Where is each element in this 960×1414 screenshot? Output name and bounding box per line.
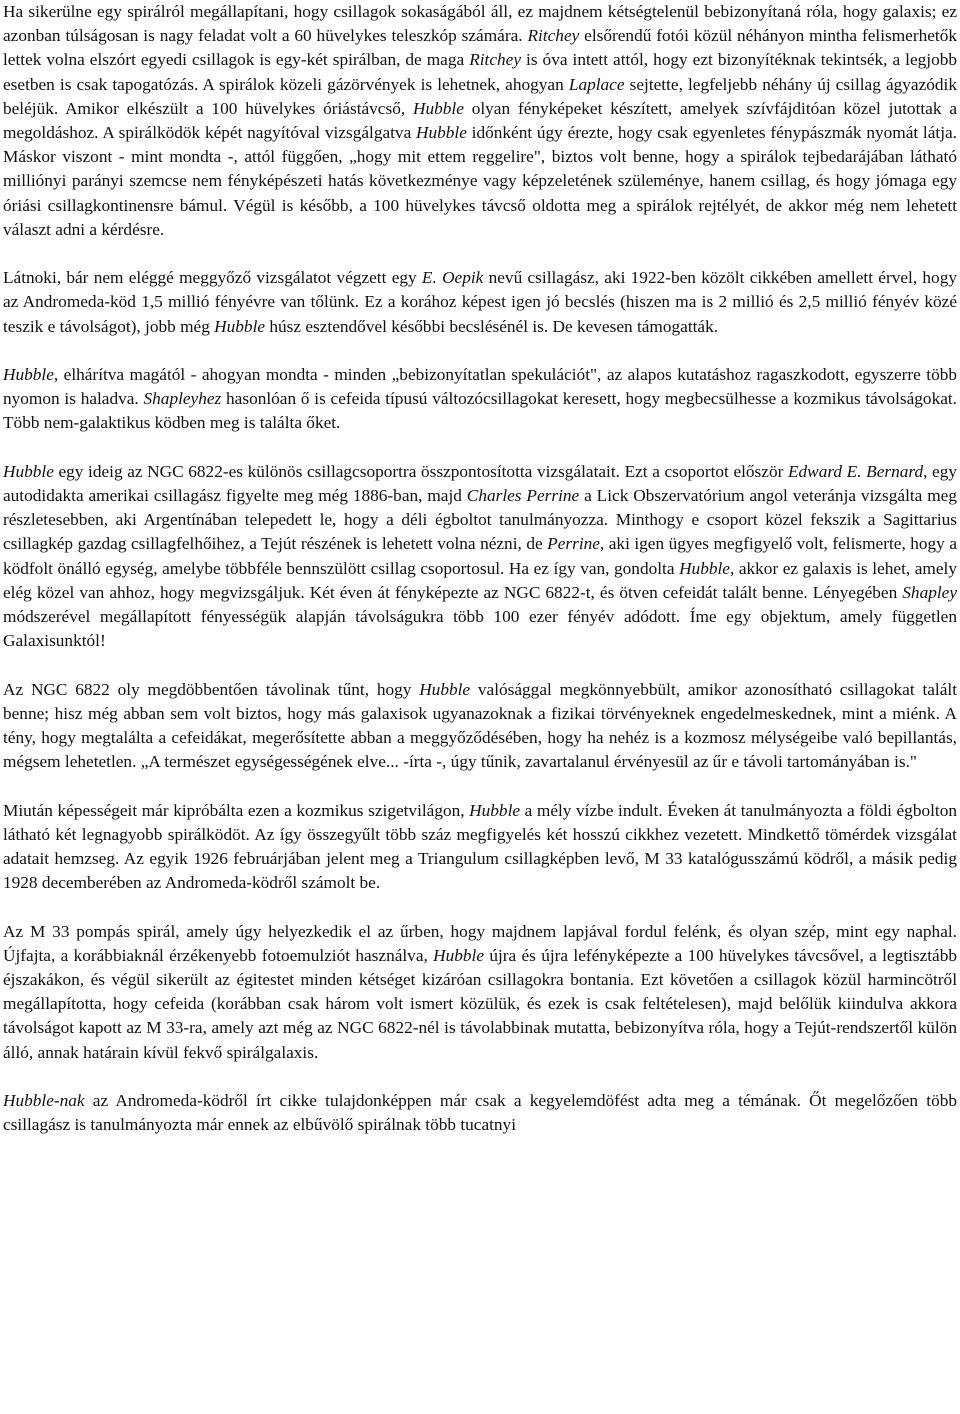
text-segment: olyan fényképeket készített, amelyek szívfájditóan közel jutottak a megoldáshoz. A spirálködök képét nagyítóval vizsgálgatva bbox=[3, 98, 957, 143]
text-segment: az Andromeda-ködről írt cikke tulajdonképpen már csak a kegyelemdöfést adta meg a témának. Őt megelőzően több csillagász is tanulmányozta már ennek az elbűvölő spirálnak több tucatnyi bbox=[3, 1091, 957, 1135]
text-segment: valósággal megkönnyebbült, amikor azonosítható csillagokat talált benne; hisz még abban sem volt biztos, hogy más galaxisok ugyanazoknak a fizikai törvényeknek engedelmeskednek, mint a miénk. A tény, hogy megtalálta a cefeidákat, megerősítette abban a meggyőződésében, hogy ha nehéz is a kozmosz mélységeibe való bepillantás, mégsem lehetetlen. „A természet egységességének elve... -írta -, úgy tűnik, zavartalanul érvényesül az űr e távoli tartományában is." bbox=[3, 679, 957, 772]
text-segment: egy ideig az NGC 6822-es különös csillagcsoportra összpontosította vizsgálatait. Ezt a csoportot először bbox=[53, 461, 788, 481]
text-segment: elsőrendű fotói közül néhányon mintha felismerhetők lettek volna elszórt egyedi csillagok is egy-két spirálban, de maga bbox=[3, 26, 957, 70]
text-segment: a mély vízbe indult. Éveken át tanulmányozta a földi égbolton látható két legnagyobb spirálködöt. Az így összegyűlt több száz megfigyelés két hosszú cikkhez vezetett. Mindkettő tömérdek vizsgálat adatait hemzseg. Az egyik 1926 februárjában jelent meg a Triangulum csillagképben levő, M 33 katalógusszámú ködről, a másik pedig 1928 decemberében az Andromeda-ködről számolt be. bbox=[3, 800, 957, 893]
italic-text-segment: Hubble bbox=[413, 98, 464, 118]
text-segment: időnként úgy érezte, hogy csak egyenletes fénypászmák nyomát látja. Máskor viszont - mint mondta -, attól függően, „hogy mit ettem reggelire", biztos volt benne, hogy a spirálok tejbedarájában látható milliónyi parányi szemcse nem fényképészeti hatás következménye vagy képzeletének szüleménye, hanem csillag, és hogy jómaga egy óriási csillagkontinensre bámul. Végül is később, a 100 hüvelykes távcső oldotta meg a spirálok rejtélyét, de akkor még nem lehetett választ adni a kérdésre. bbox=[3, 123, 957, 239]
italic-text-segment: Hubble bbox=[433, 945, 485, 965]
italic-text-segment: Hubble bbox=[3, 461, 54, 481]
paragraph bbox=[3, 1089, 957, 1137]
text-segment: aki igen ügyes megfigyelő volt, felismerte, hogy a ködfolt önálló egység, amelybe többféle bennszülött csillag csoportosul. Ha ez így van, gondolta bbox=[3, 534, 957, 578]
text-segment: Miután képességeit már kipróbálta ezen a kozmikus szigetvilágon, bbox=[3, 800, 470, 820]
italic-text-segment: Hubble, bbox=[679, 558, 735, 578]
italic-text-segment: Ritchey bbox=[469, 50, 521, 70]
text-segment: nevű csillagász, aki 1922-ben közölt cikkében amellett érvel, hogy az Andromeda-köd 1,5 millió fényévre van tőlünk. Ez a korához képest igen jó becslés (hiszen ma is 2 millió és 2,5 millió fényév közé teszik e távolságot), jobb még bbox=[3, 268, 957, 336]
text-segment: Ha sikerülne egy spirálról megállapítani, hogy csillagok sokaságából áll, ez majdnem kétségtelenül bebizonyítaná róla, hogy galaxis; ez azonban túlságosan is nagy feladat volt a 60 hüvelykes teleszkóp számára. bbox=[3, 2, 957, 46]
italic-text-segment: Hubble-nak bbox=[3, 1091, 85, 1111]
italic-text-segment: Hubble bbox=[469, 800, 521, 820]
text-segment: hasonlóan ő is cefeida típusú változócsillagokat keresett, hogy megbecsülhesse a kozmikus távolságokat. Több nem-galaktikus ködben meg is találta őket. bbox=[3, 389, 957, 433]
text-segment: Az M 33 pompás spirál, amely úgy helyezkedik el az űrben, hogy majdnem lapjával fordul felénk, és olyan szép, mint egy naphal. Újfajta, a korábbiaknál érzékenyebb fotoemulziót használva, bbox=[3, 921, 957, 965]
text-segment: is óva intett attól, hogy ezt bizonyítéknak tekintsék, a legjobb esetben is csak tapogatózás. A spirálok közeli gázörvények is lehetnek, ahogyan bbox=[3, 50, 957, 94]
italic-text-segment: Perrine, bbox=[547, 534, 605, 554]
text-segment: , egy autodidakta amerikai csillagász figyelte meg még 1886-ban, majd bbox=[3, 461, 958, 506]
paragraph bbox=[3, 266, 957, 339]
paragraph bbox=[3, 678, 957, 775]
italic-text-segment: Edward E. Bernard bbox=[787, 461, 924, 481]
text-segment: Látnoki, bár nem eléggé meggyőző vizsgálatot végzett egy bbox=[3, 268, 422, 288]
italic-text-segment: Shapley bbox=[902, 582, 957, 602]
italic-text-segment: Hubble bbox=[214, 316, 266, 336]
text-segment: húsz esztendővel későbbi becslésénél is. De kevesen támogatták. bbox=[265, 316, 719, 336]
italic-text-segment: Hubble, bbox=[3, 365, 59, 385]
text-segment: újra és újra lefényképezte a 100 hüvelykes távcsővel, a legtisztább éjszakákon, és végül sikerült az égitestet minden kétséget kizáróan csillagokra bontania. Ezt követően a csillagok közül harmincötről megállapította, hogy cefeida (korábban csak három volt ismert közülük, és ezek is csak feltételesen), majd belőlük kiindulva akkora távolságot kapott az M 33-ra, amely azt még az NGC 6822-nél is távolabbinak mutatta, bebizonyítva róla, hogy a Tejút-rendszertől külön álló, annak határain kívül fekvő spirálgalaxis. bbox=[3, 945, 957, 1062]
text-segment: módszerével megállapított fényességük alapján távolságukra több 100 ezer fényév adódott. Íme egy objektum, amely független Galaxisunktól! bbox=[3, 607, 957, 651]
text-segment: a Lick Obszervatórium angol veteránja vizsgálta meg részletesebben, aki Argentínában telepedett le, hogy a déli égboltot tanulmányozza. Minthogy e csoport közel fekszik a Sagittarius csillagkép gazdag csillagfelhőihez, a Tejút részének is lehetett volna nézni, de bbox=[3, 486, 957, 554]
paragraph bbox=[3, 460, 957, 654]
italic-text-segment: Hubble bbox=[419, 679, 471, 699]
italic-text-segment: E. Oepik bbox=[421, 268, 484, 288]
italic-text-segment: Hubble bbox=[416, 123, 467, 143]
paragraph bbox=[3, 0, 957, 242]
italic-text-segment: Shapleyhez bbox=[143, 389, 222, 409]
italic-text-segment: Ritchey bbox=[527, 26, 580, 46]
paragraph bbox=[3, 363, 957, 436]
paragraph bbox=[3, 799, 957, 896]
text-segment: akkor ez galaxis is lehet, amely elég közel van ahhoz, hogy megvizsgáljuk. Két éven át fényképezte az NGC 6822-t, és ötven cefeidát talált benne. Lényegében bbox=[3, 558, 957, 602]
text-segment: Az NGC 6822 oly megdöbbentően távolinak tűnt, hogy bbox=[3, 679, 420, 699]
text-segment: sejtette, legfeljebb néhány új csillag ágyazódik beléjük. Amikor elkészült a 100 hüvelykes óriástávcső, bbox=[3, 74, 957, 118]
italic-text-segment: Charles Perrine bbox=[466, 486, 580, 506]
paragraph bbox=[3, 920, 957, 1065]
italic-text-segment: Laplace bbox=[568, 74, 625, 94]
text-segment: elhárítva magától - ahogyan mondta - minden „bebizonyítatlan spekulációt", az alapos kutatáshoz ragaszkodott, egyszerre több nyomon is haladva. bbox=[3, 365, 957, 409]
